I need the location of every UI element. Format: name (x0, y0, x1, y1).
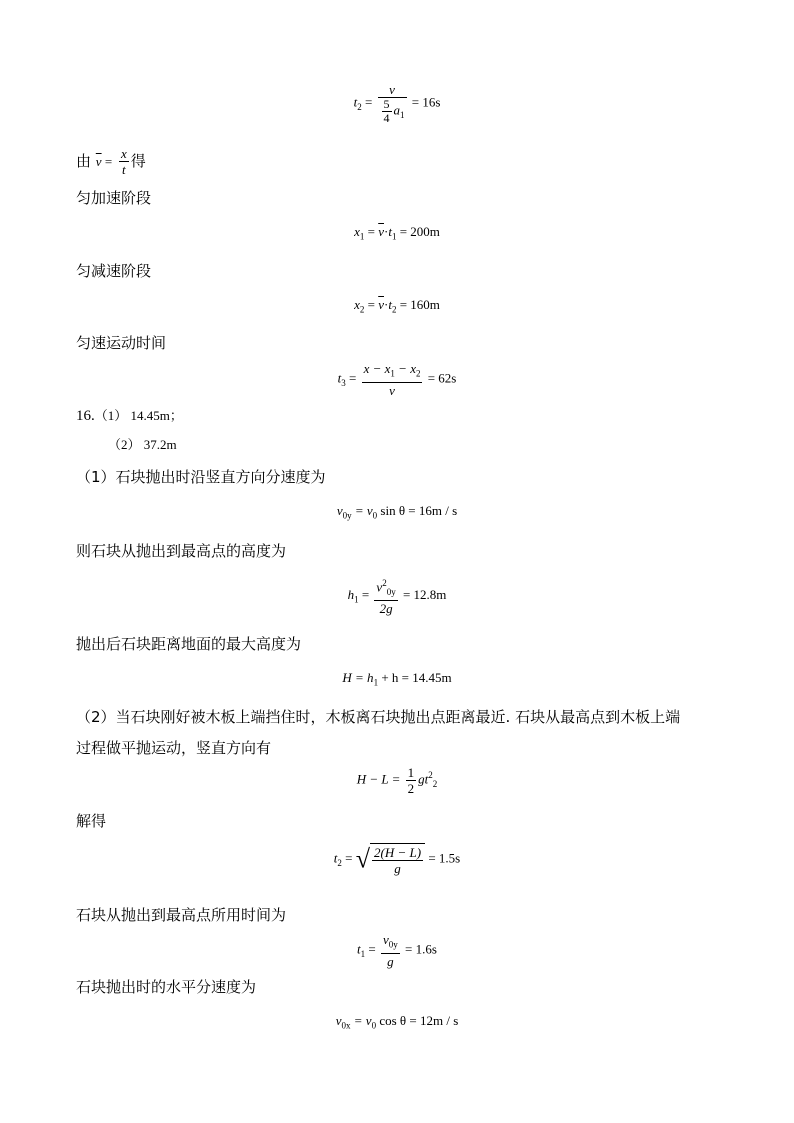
solve-label: 解得 (76, 812, 107, 830)
equation-h1: $h_1$ = $\frac{v^2_{0y}}{2g}$ = 12.8m (347, 578, 447, 616)
equation-H-minus-L: H − L = $\frac{1}{2}$ $gt^2_2$ (356, 765, 438, 796)
label-uniform-motion: 匀速运动时间 (76, 334, 167, 352)
equation-t2-second: $t_2$ = √ $\frac{2(H - L)}{g}$ = 1.5s (333, 844, 461, 876)
equation-H: $H = h_1 + h = 14.45m$ (342, 670, 452, 688)
time-to-top-intro: 石块从抛出到最高点所用时间为 (76, 906, 287, 924)
part1-intro: （1）石块抛出时沿竖直方向分速度为 (76, 468, 326, 486)
height-intro: 则石块从抛出到最高点的高度为 (76, 542, 287, 560)
part2-line-2: 过程做平抛运动，竖直方向有 (76, 739, 272, 757)
equation-x2: $x_2 = \overline{v}\cdot t_2 = 160m$ (354, 297, 440, 315)
label-deceleration: 匀减速阶段 (76, 262, 152, 280)
equation-x1: $x_1 = \overline{v}\cdot t_1 = 200m$ (354, 224, 440, 242)
equation-v0y: $v_{0y} = v_0$ sin θ = 16m / s (336, 503, 458, 521)
horizontal-velocity-intro: 石块抛出时的水平分速度为 (76, 978, 257, 996)
question-16-answer-2: （2） 37.2m (108, 437, 177, 452)
equation-t3: $t_3$ = $\frac{x - x_1 - x_2}{v}$ = 62s (337, 361, 457, 398)
label-acceleration: 匀加速阶段 (76, 189, 152, 207)
equation-v0x: $v_{0x} = v_0$ cos θ = 12m / s (335, 1013, 459, 1031)
question-16-answer-1: 16.（1） 14.45m； (76, 408, 183, 424)
equation-t2-first: $t_2$ = v $\frac{5}{4}$ $a_1$ = 16s (353, 82, 441, 125)
max-height-intro: 抛出后石块距离地面的最大高度为 (76, 635, 302, 653)
average-velocity-line: 由 $\overline{v}$ = $\frac{x}{t}$ 得 (76, 146, 146, 177)
equation-t1: $t_1$ = $\frac{v_{0y}}{g}$ = 1.6s (357, 932, 437, 969)
part2-line-1: （2）当石块刚好被木板上端挡住时，木板离石块抛出点距离最近. 石块从最高点到木板上端 (76, 708, 681, 726)
square-root: √ $\frac{2(H - L)}{g}$ (356, 843, 425, 876)
